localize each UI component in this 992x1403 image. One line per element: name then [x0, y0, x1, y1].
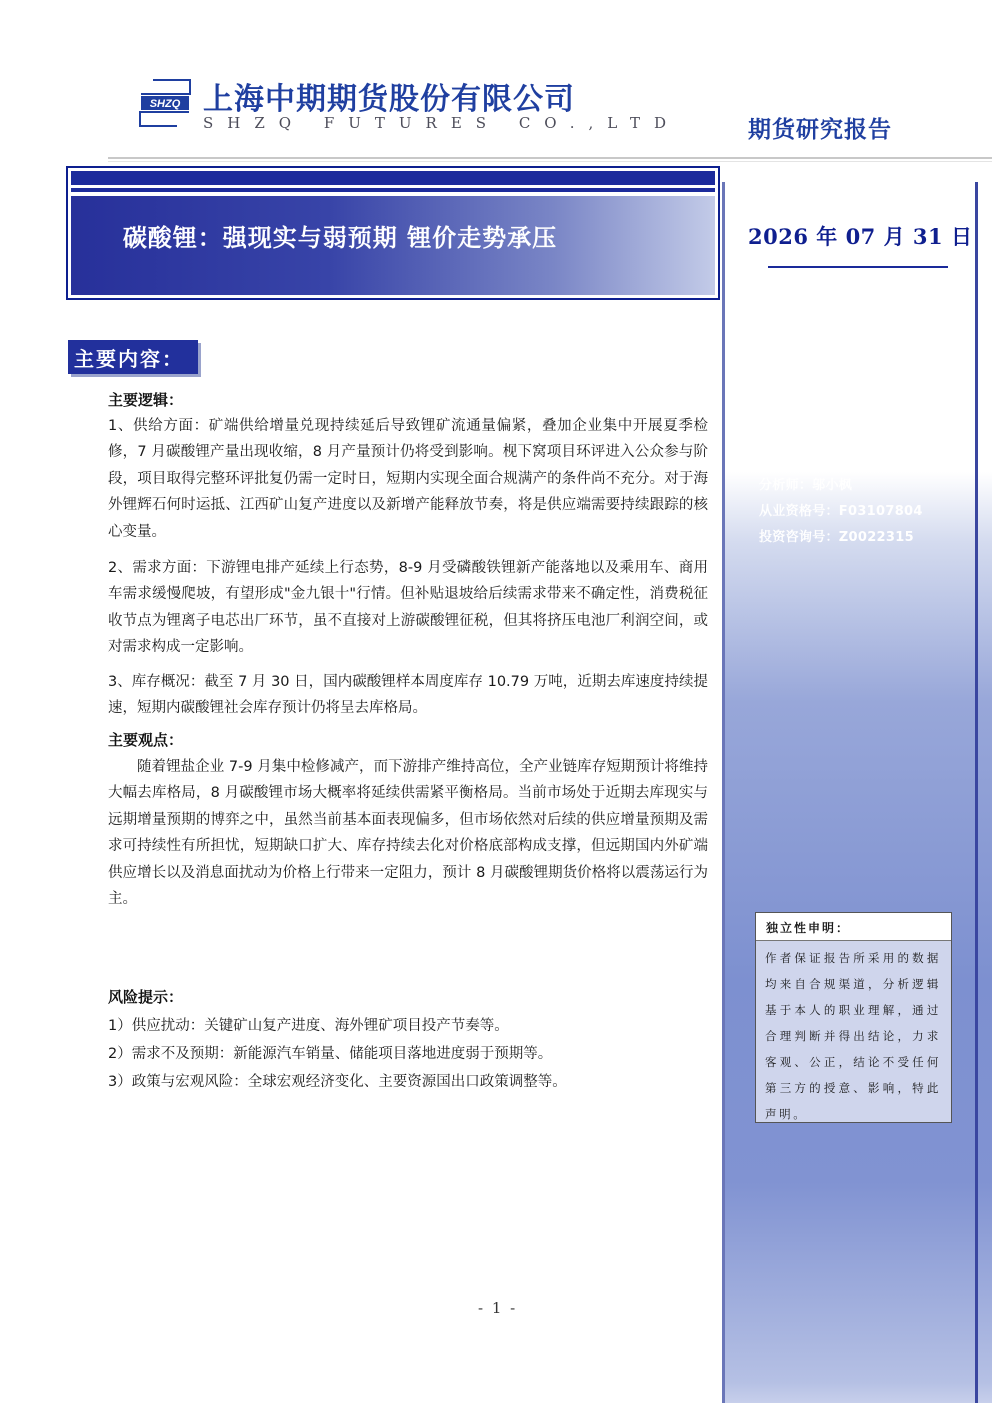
- qualification-line: 上海中期交易咨询业务资格：: [759, 400, 932, 415]
- inventory-paragraph: 3、库存概况：截至 7 月 30 日，国内碳酸锂样本周度库存 10.79 万吨，近期去库速度持续提速，短期内碳酸锂社会库存预计仍将呈去库格局。: [108, 674, 708, 717]
- supply-paragraph: 1、供给方面：矿端供给增量兑现持续延后导致锂矿流通量偏紧，叠加企业集中开展夏季检修，7 月碳酸锂产量出现收缩，8 月产量预计仍将受到影响。枧下窝项目环评进入公众参与阶段，项目取得完整环评批复仍需一定时日，短期内实现全面合规满产的条件尚不充分。对于海外锂辉石何时运抵、江西矿山复产进度以及新增产能释放节奏，将是供应端需要持续跟踪的核心变量。: [108, 418, 708, 540]
- risk-item-demand: 2）需求不及预期：新能源汽车销量、储能项目落地进度弱于预期等。: [108, 1046, 553, 1062]
- header-divider: [108, 157, 992, 159]
- analyst-name: 分析师：邬小枫: [759, 478, 853, 493]
- svg-text:SHZQ: SHZQ: [149, 98, 181, 110]
- disclaimer-box: [755, 912, 952, 1123]
- report-title: 碳酸锂：强现实与弱预期 锂价走势承压: [122, 224, 558, 252]
- demand-paragraph: 2、需求方面：下游锂电排产延续上行态势，8-9 月受磷酸铁锂新产能落地以及乘用车、商用车需求缓慢爬坡，有望形成"金九银十"行情。但补贴退坡给后续需求带来不确定性，消费税征收节点为锂离子电芯出厂环节，虽不直接对上游碳酸锂征税，但其将挤压电池厂利润空间，或对需求构成一定影响。: [108, 560, 708, 656]
- risk-item-supply: 1）供应扰动：关键矿山复产进度、海外锂矿项目投产节奏等。: [108, 1018, 509, 1034]
- view-paragraph: 随着锂盐企业 7-9 月集中检修减产，而下游排产维持高位，全产业链库存短期预计将维持大幅去库格局，8 月碳酸锂市场大概率将延续供需紧平衡格局。当前市场处于近期去库现实与远期增量预期的博弈之中，虽然当前基本面表现偏多，但市场依然对后续的供应增量预期及需求可持续性有所担忧，短期缺口扩大、库存持续去化对价格底部构成支撑，但远期国内外矿端供应增长以及消息面扰动为价格上行带来一定阻力，预计 8 月碳酸锂期货价格将以震荡运行为主。: [108, 759, 708, 908]
- risk-item-policy: 3）政策与宏观风险：全球宏观经济变化、主要资源国出口政策调整等。: [108, 1074, 567, 1090]
- company-logo: [137, 75, 193, 131]
- report-type: 期货研究报告: [748, 117, 892, 143]
- company-name-en: SHZQ FUTURES CO.,LTD: [203, 114, 681, 132]
- page-number: - 1 -: [478, 1299, 518, 1317]
- research-team: 研究所 金属研究团队: [759, 452, 884, 467]
- company-name-cn: 上海中期期货股份有限公司: [203, 82, 575, 117]
- disclaimer-title: 独立性申明：: [766, 921, 851, 935]
- sidebar-right-edge: [975, 182, 978, 1403]
- consulting-cert-number: 投资咨询号：Z0022315: [759, 530, 914, 545]
- practice-cert-number: 从业资格号：F03107804: [759, 504, 923, 519]
- license-number: 证监许可【2011】1462 号: [759, 426, 932, 441]
- sidebar-left-edge: [722, 182, 725, 1403]
- risk-heading: 风险提示：: [108, 988, 184, 1006]
- date-underline: [768, 266, 948, 268]
- logic-heading: 主要逻辑：: [108, 391, 184, 409]
- main-heading: 主要内容：: [74, 347, 184, 371]
- title-banner: [66, 166, 720, 300]
- report-date: 2026 年 07 月 31 日: [748, 224, 973, 249]
- header-divider-thin: [108, 161, 992, 162]
- view-heading: 主要观点：: [108, 731, 184, 749]
- sidebar: [722, 182, 992, 1403]
- disclaimer-text: 作者保证报告所采用的数据均来自合规渠道，分析逻辑基于本人的职业理解，通过合理判断并得出结论，力求客观、公正，结论不受任何第三方的授意、影响，特此声明。: [765, 951, 941, 1121]
- logo-icon: [137, 75, 193, 131]
